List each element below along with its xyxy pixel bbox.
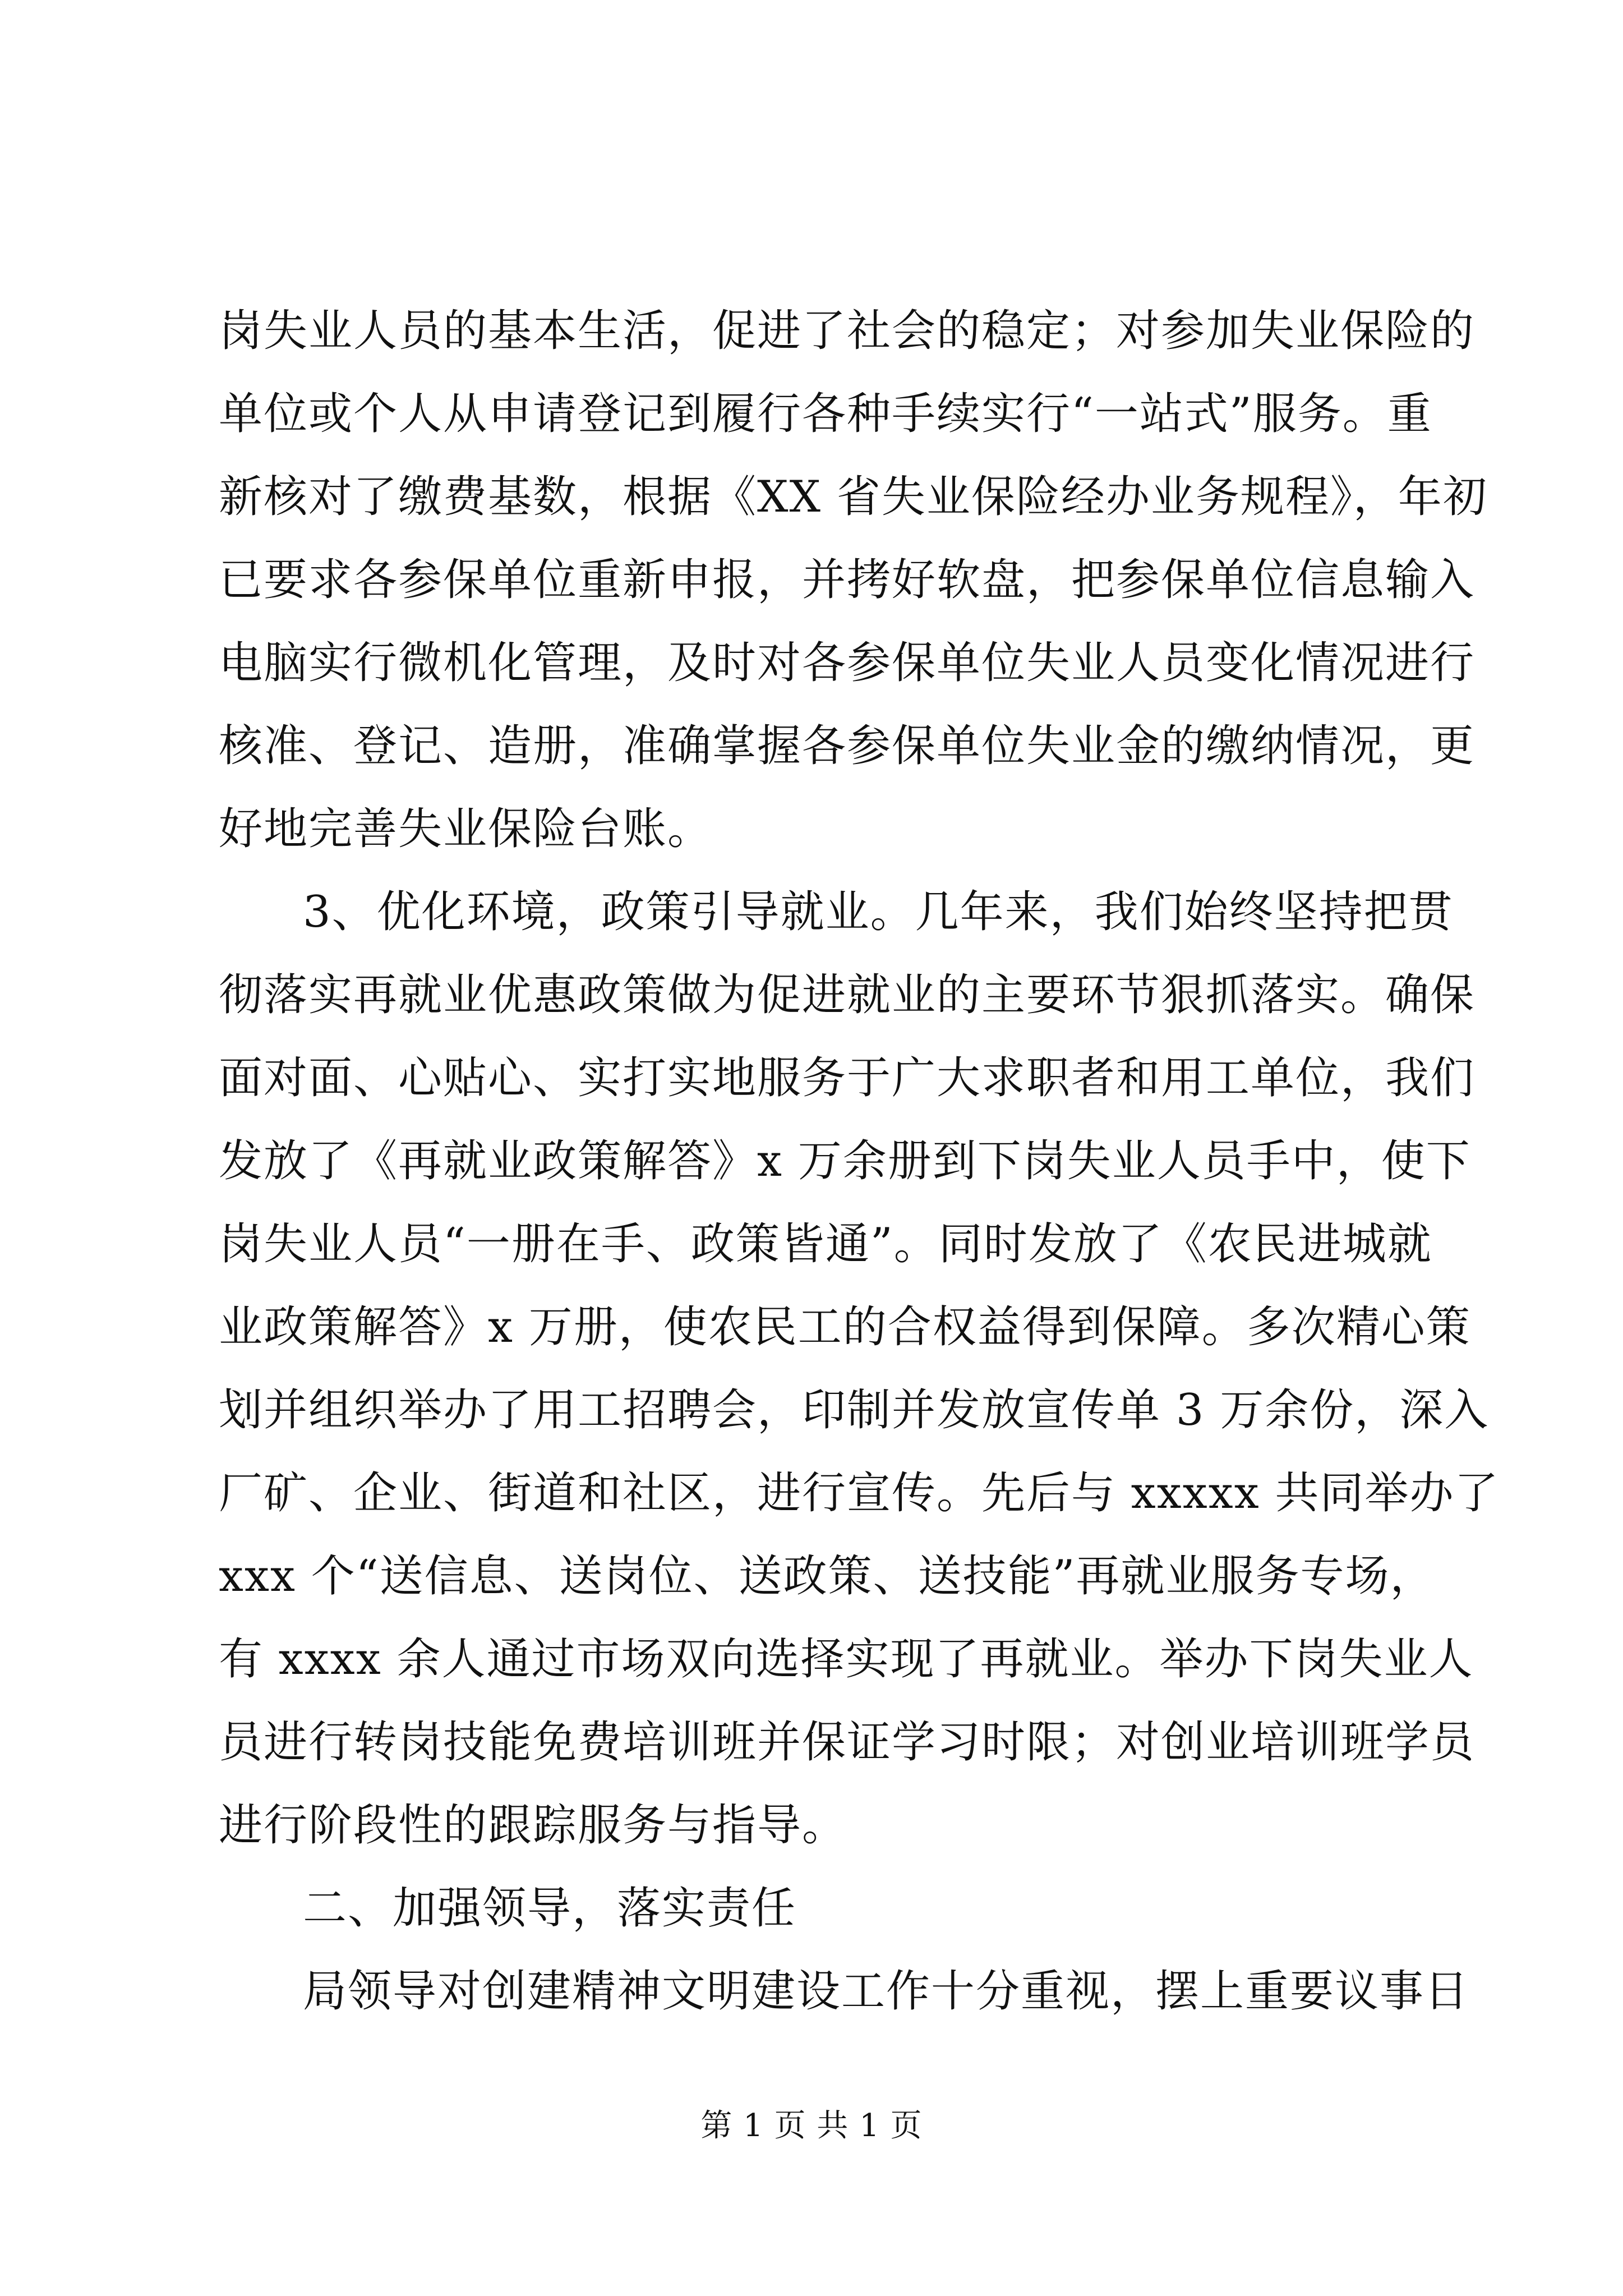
text-line: 局领导对创建精神文明建设工作十分重视，摆上重要议事日 bbox=[303, 1966, 1470, 2017]
text-line: 岗失业人员的基本生活，促进了社会的稳定；对参加失业保险的 bbox=[219, 306, 1476, 356]
text-line: 业政策解答》x 万册，使农民工的合权益得到保障。多次精心策 bbox=[219, 1302, 1471, 1352]
text-line: 新核对了缴费基数，根据《XX 省失业保险经办业务规程》，年初 bbox=[219, 472, 1488, 522]
text-line: 员进行转岗技能免费培训班并保证学习时限；对创业培训班学员 bbox=[219, 1717, 1476, 1768]
text-line: 发放了《再就业政策解答》x 万余册到下岗失业人员手中，使下 bbox=[219, 1136, 1471, 1186]
text-line: 单位或个人从申请登记到履行各种手续实行“一站式”服务。重 bbox=[219, 389, 1432, 439]
text-line: 二、加强领导，落实责任 bbox=[303, 1883, 797, 1934]
text-line: 核准、登记、造册，准确掌握各参保单位失业金的缴纳情况，更 bbox=[219, 721, 1476, 771]
text-line: 划并组织举办了用工招聘会，印制并发放宣传单 3 万余份，深入 bbox=[219, 1385, 1490, 1435]
text-line: 已要求各参保单位重新申报，并拷好软盘，把参保单位信息输入 bbox=[219, 555, 1476, 605]
document-body bbox=[219, 303, 1500, 2046]
text-line: 电脑实行微机化管理，及时对各参保单位失业人员变化情况进行 bbox=[219, 638, 1476, 688]
text-line: 有 xxxx 余人通过市场双向选择实现了再就业。举办下岗失业人 bbox=[219, 1634, 1474, 1685]
text-line: 进行阶段性的跟踪服务与指导。 bbox=[219, 1800, 847, 1851]
text-line: 岗失业人员“一册在手、政策皆通”。同时发放了《农民进城就 bbox=[219, 1219, 1432, 1269]
text-line: 3、优化环境，政策引导就业。几年来，我们始终坚持把贯 bbox=[303, 887, 1454, 937]
text-line: xxx 个“送信息、送岗位、送政策、送技能”再就业服务专场， bbox=[219, 1551, 1435, 1602]
text-line: 好地完善失业保险台账。 bbox=[219, 804, 713, 854]
page-footer: 第 1 页 共 1 页 bbox=[700, 2108, 923, 2144]
text-line: 厂矿、企业、街道和社区，进行宣传。先后与 xxxxx 共同举办了 bbox=[219, 1468, 1500, 1519]
text-line: 彻落实再就业优惠政策做为促进就业的主要环节狠抓落实。确保 bbox=[219, 970, 1476, 1020]
text-line: 面对面、心贴心、实打实地服务于广大求职者和用工单位，我们 bbox=[219, 1053, 1476, 1103]
